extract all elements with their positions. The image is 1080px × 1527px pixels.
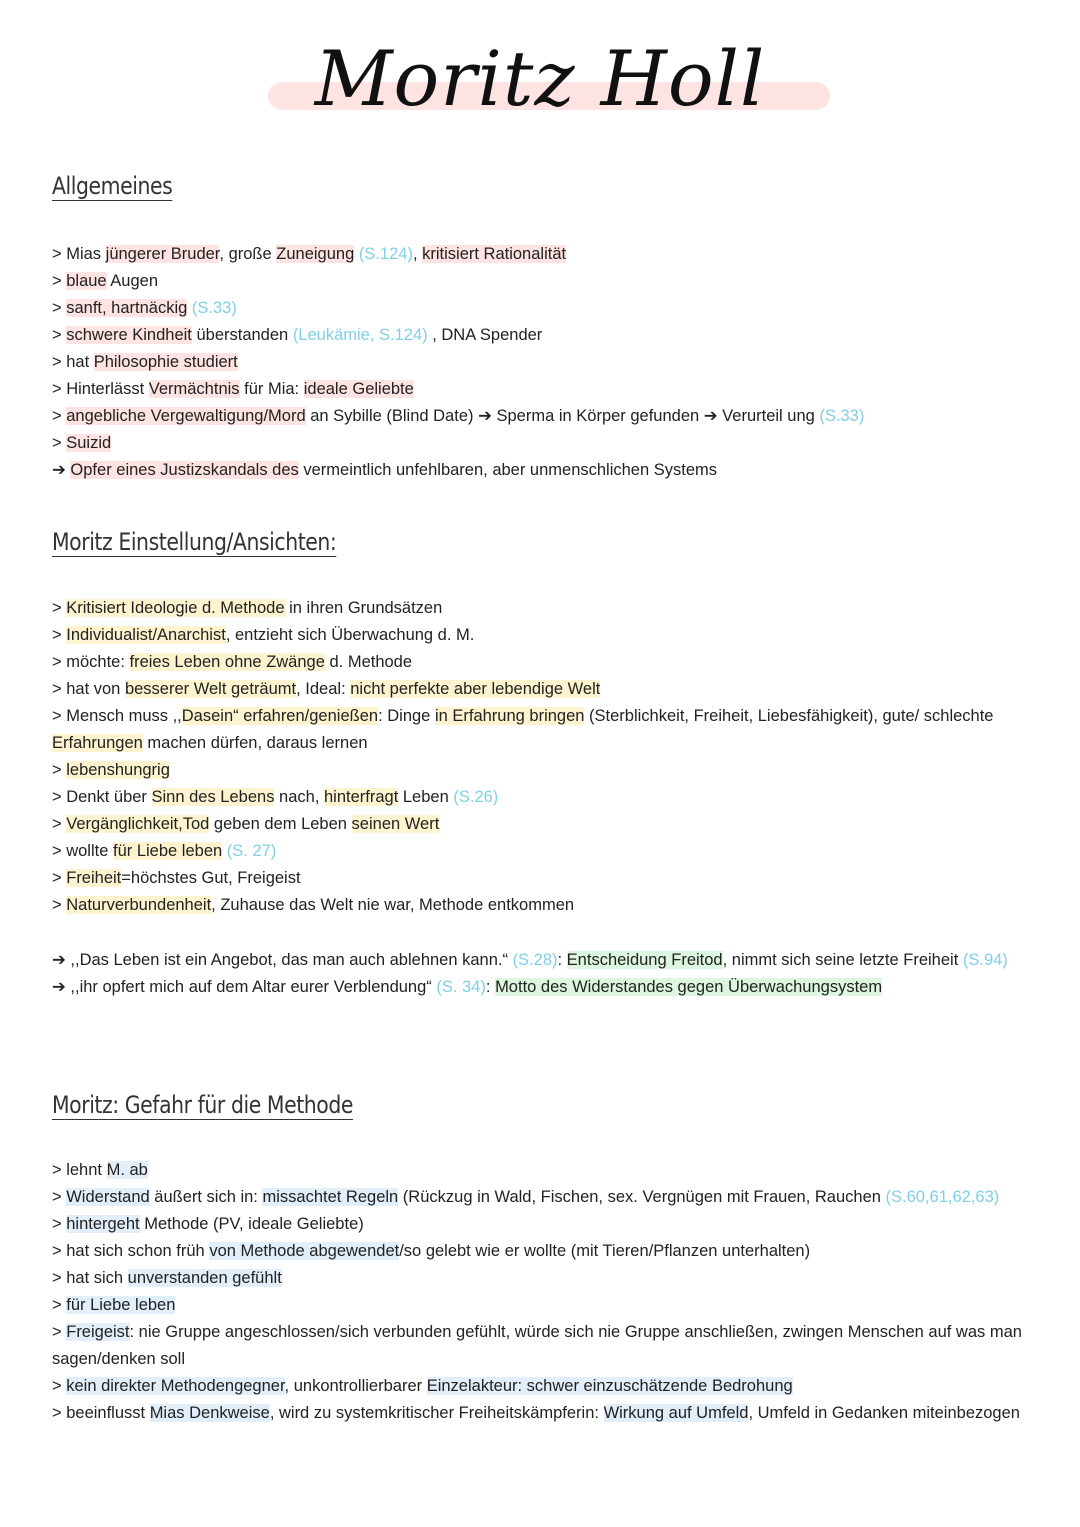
einstellung-item: > Denkt über Sinn des Lebens nach, hinterfragt Leben (S.26) bbox=[52, 788, 499, 806]
gefahr-item: > Widerstand äußert sich in: missachtet Regeln (Rückzug in Wald, Fischen, sex. Vergnügen mit Frauen, Rauchen (S.60,61,62,63) bbox=[52, 1188, 1000, 1206]
section-allgemeines bbox=[52, 241, 1052, 484]
allgemeines-item: ➔ Opfer eines Justizskandals des vermeintlich unfehlbaren, aber unmenschlichen Systems bbox=[52, 461, 718, 479]
gefahr-item: > Freigeist: nie Gruppe angeschlossen/sich verbunden gefühlt, würde sich nie Gruppe anschließen, zwingen Menschen auf was man sagen/denken soll bbox=[52, 1323, 1022, 1368]
allgemeines-item: > Suizid bbox=[52, 434, 112, 452]
allgemeines-item: > Mias jüngerer Bruder, große Zuneigung (S.124), kritisiert Rationalität bbox=[52, 245, 567, 263]
heading-einstellung: Moritz Einstellung/Ansichten: bbox=[52, 528, 337, 556]
einstellung-item: > lebenshungrig bbox=[52, 761, 170, 779]
heading-gefahr: Moritz: Gefahr für die Methode bbox=[52, 1091, 353, 1119]
allgemeines-item: > blaue Augen bbox=[52, 272, 158, 290]
allgemeines-item: > hat Philosophie studiert bbox=[52, 353, 238, 371]
gefahr-item: > beeinflusst Mias Denkweise, wird zu systemkritischer Freiheitskämpferin: Wirkung auf Umfeld, Umfeld in Gedanken miteinbezogen bbox=[52, 1404, 1020, 1422]
einstellung-item: > Naturverbundenheit, Zuhause das Welt nie war, Methode entkommen bbox=[52, 896, 575, 914]
section-gefahr bbox=[52, 1157, 1042, 1427]
einstellung-item: > Kritisiert Ideologie d. Methode in ihren Grundsätzen bbox=[52, 599, 443, 617]
einstellung-item: > Freiheit=höchstes Gut, Freigeist bbox=[52, 869, 301, 887]
heading-allgemeines: Allgemeines bbox=[52, 172, 173, 200]
gefahr-item: > lehnt M. ab bbox=[52, 1161, 148, 1179]
einstellung-item: > Mensch muss ,,Dasein“ erfahren/genießen: Dinge in Erfahrung bringen (Sterblichkeit, Freiheit, Liebesfähigkeit), gute/ schlechte Erfahrungen machen dürfen, daraus lernen bbox=[52, 707, 994, 752]
einstellung-quote: ➔ ,,ihr opfert mich auf dem Altar eurer Verblendung“ (S. 34): Motto des Widerstandes gegen Überwachungsystem bbox=[52, 978, 883, 996]
gefahr-item: > kein direkter Methodengegner, unkontrollierbarer Einzelakteur: schwer einzuschätzende Bedrohung bbox=[52, 1377, 793, 1395]
section-einstellung bbox=[52, 595, 1052, 919]
gefahr-item: > für Liebe leben bbox=[52, 1296, 176, 1314]
einstellung-item: > Vergänglichkeit,Tod geben dem Leben seinen Wert bbox=[52, 815, 440, 833]
allgemeines-item: > schwere Kindheit überstanden (Leukämie, S.124) , DNA Spender bbox=[52, 326, 543, 344]
gefahr-item: > hintergeht Methode (PV, ideale Geliebte) bbox=[52, 1215, 364, 1233]
gefahr-item: > hat sich schon früh von Methode abgewendet/so gelebt wie er wollte (mit Tieren/Pflanzen unterhalten) bbox=[52, 1242, 811, 1260]
allgemeines-item: > Hinterlässt Vermächtnis für Mia: ideale Geliebte bbox=[52, 380, 414, 398]
allgemeines-item: > sanft, hartnäckig (S.33) bbox=[52, 299, 237, 317]
einstellung-quote: ➔ ,,Das Leben ist ein Angebot, das man auch ablehnen kann.“ (S.28): Entscheidung Freitod, nimmt sich seine letzte Freiheit (S.94) bbox=[52, 951, 1008, 969]
einstellung-item: > hat von besserer Welt geträumt, Ideal: nicht perfekte aber lebendige Welt bbox=[52, 680, 601, 698]
allgemeines-item: > angebliche Vergewaltigung/Mord an Sybille (Blind Date) ➔ Sperma in Körper gefunden ➔ Verurteil ung (S.33) bbox=[52, 407, 865, 425]
einstellung-item: > Individualist/Anarchist, entzieht sich Überwachung d. M. bbox=[52, 626, 475, 644]
einstellung-item: > wollte für Liebe leben (S. 27) bbox=[52, 842, 277, 860]
section-einstellung-quotes bbox=[52, 947, 1042, 1001]
page-title: Moritz Holl bbox=[314, 34, 766, 123]
einstellung-item: > möchte: freies Leben ohne Zwänge d. Methode bbox=[52, 653, 413, 671]
gefahr-item: > hat sich unverstanden gefühlt bbox=[52, 1269, 282, 1287]
